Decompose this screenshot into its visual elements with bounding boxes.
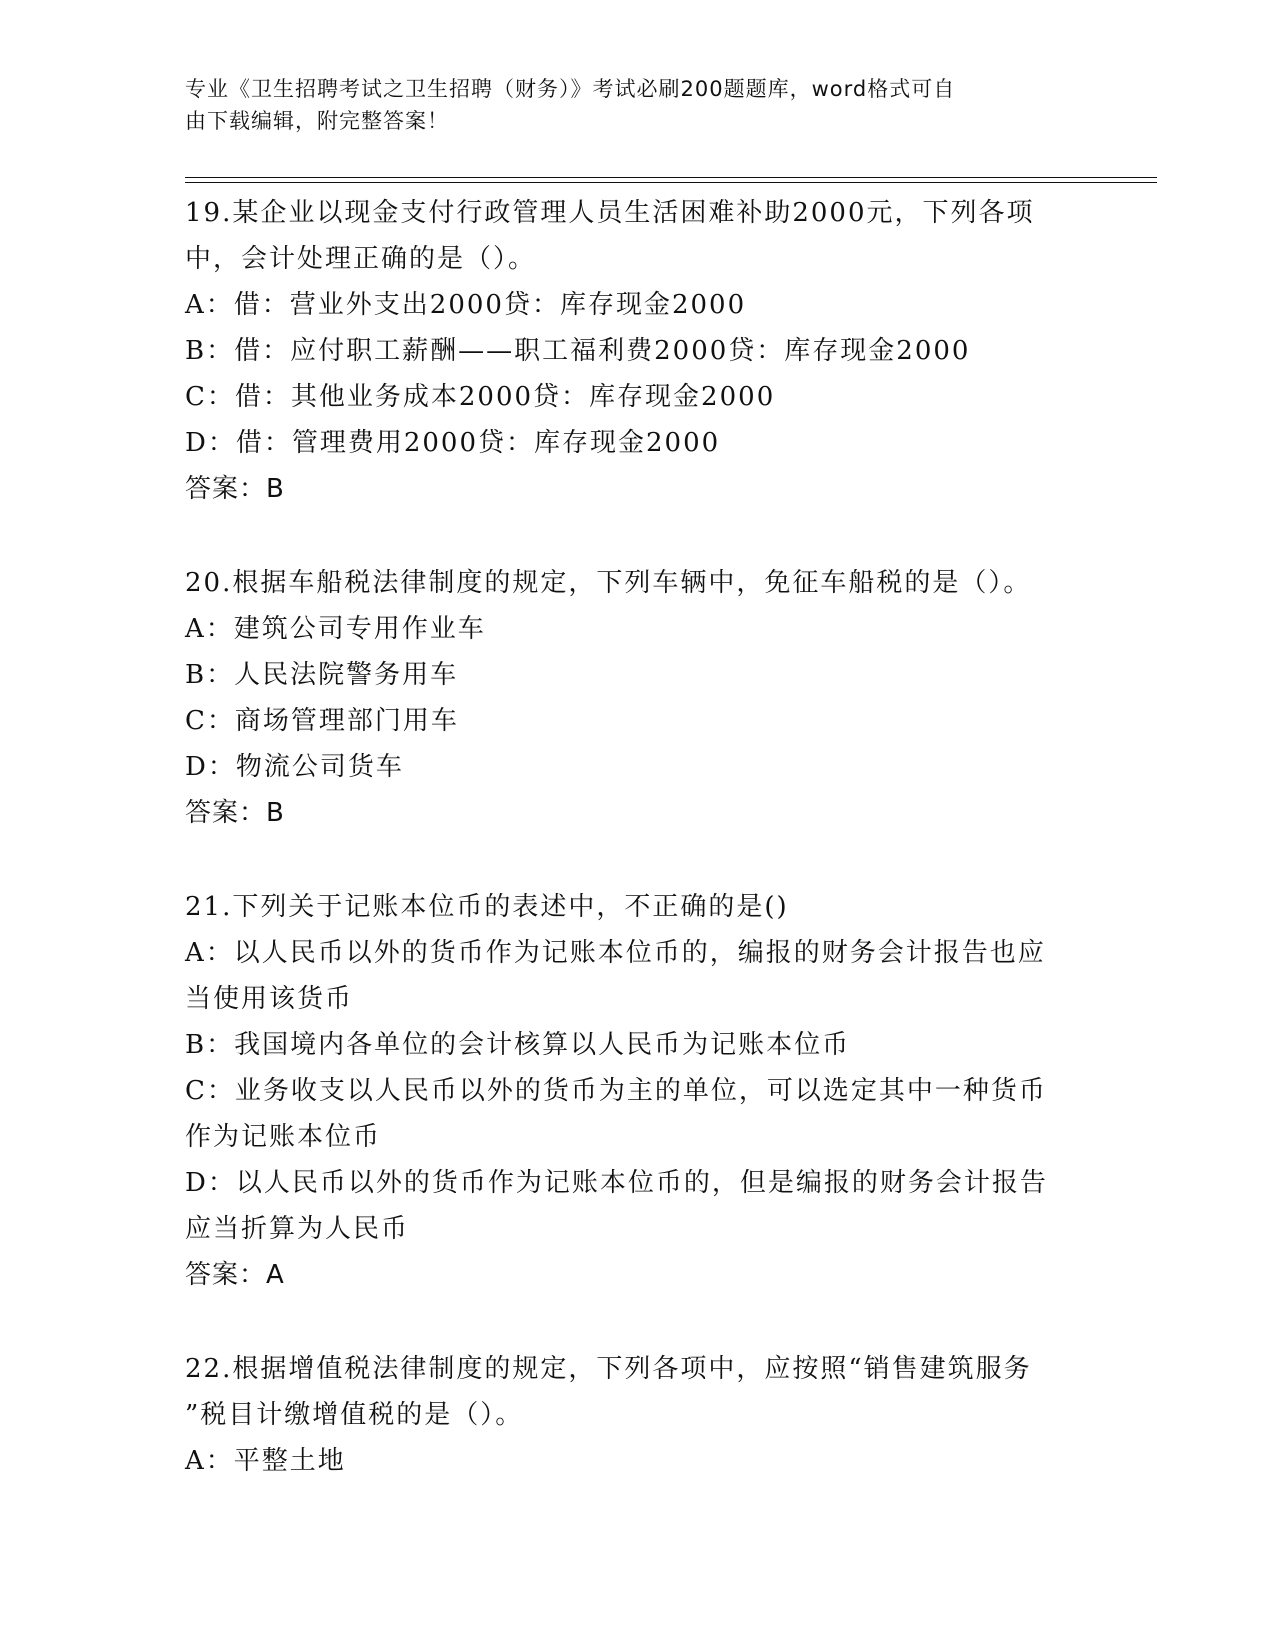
answer-label: 答案：B xyxy=(185,474,285,504)
question-22 xyxy=(185,1346,1085,1484)
answer-label: 答案：A xyxy=(185,1260,285,1290)
header-divider-bottom xyxy=(185,182,1157,183)
option-a: A：借：营业外支出2000贷：库存现金2000 xyxy=(185,290,747,320)
question-text-line: 21.下列关于记账本位币的表述中，不正确的是() xyxy=(185,892,789,922)
option-a: A：平整土地 xyxy=(185,1446,346,1476)
option-c: C：商场管理部门用车 xyxy=(185,706,459,736)
option-c: C：借：其他业务成本2000贷：库存现金2000 xyxy=(185,382,776,412)
option-b: B：人民法院警务用车 xyxy=(185,660,459,690)
option-d-continued: 应当折算为人民币 xyxy=(185,1214,410,1244)
option-d: D：以人民币以外的货币作为记账本位币的，但是编报的财务会计报告 xyxy=(185,1168,1048,1198)
option-a-continued: 当使用该货币 xyxy=(185,984,354,1014)
question-text-line: ”税目计缴增值税的是（）。 xyxy=(185,1400,524,1430)
document-header xyxy=(185,73,1085,137)
option-c: C：业务收支以人民币以外的货币为主的单位，可以选定其中一种货币 xyxy=(185,1076,1047,1106)
question-text-line: 20.根据车船税法律制度的规定，下列车辆中，免征车船税的是（）。 xyxy=(185,568,1032,598)
option-c-continued: 作为记账本位币 xyxy=(185,1122,382,1152)
option-b: B：我国境内各单位的会计核算以人民币为记账本位币 xyxy=(185,1030,851,1060)
question-21 xyxy=(185,884,1085,1298)
question-text-line: 中，会计处理正确的是（）。 xyxy=(185,244,537,274)
option-b: B：借：应付职工薪酬——职工福利费2000贷：库存现金2000 xyxy=(185,336,971,366)
option-d: D：物流公司货车 xyxy=(185,752,404,782)
option-a: A：以人民币以外的货币作为记账本位币的，编报的财务会计报告也应 xyxy=(185,938,1046,968)
question-19 xyxy=(185,190,1085,512)
question-text-line: 22.根据增值税法律制度的规定，下列各项中，应按照“销售建筑服务 xyxy=(185,1354,1032,1384)
header-line-1: 专业《卫生招聘考试之卫生招聘（财务）》考试必刷200题题库，word格式可自 xyxy=(185,77,956,101)
answer-label: 答案：B xyxy=(185,798,285,828)
header-line-2: 由下载编辑，附完整答案！ xyxy=(185,109,449,133)
question-20 xyxy=(185,560,1085,836)
option-d: D：借：管理费用2000贷：库存现金2000 xyxy=(185,428,721,458)
header-divider-top xyxy=(185,177,1157,178)
option-a: A：建筑公司专用作业车 xyxy=(185,614,486,644)
question-text-line: 19.某企业以现金支付行政管理人员生活困难补助2000元，下列各项 xyxy=(185,198,1035,228)
question-list xyxy=(185,190,1085,1484)
